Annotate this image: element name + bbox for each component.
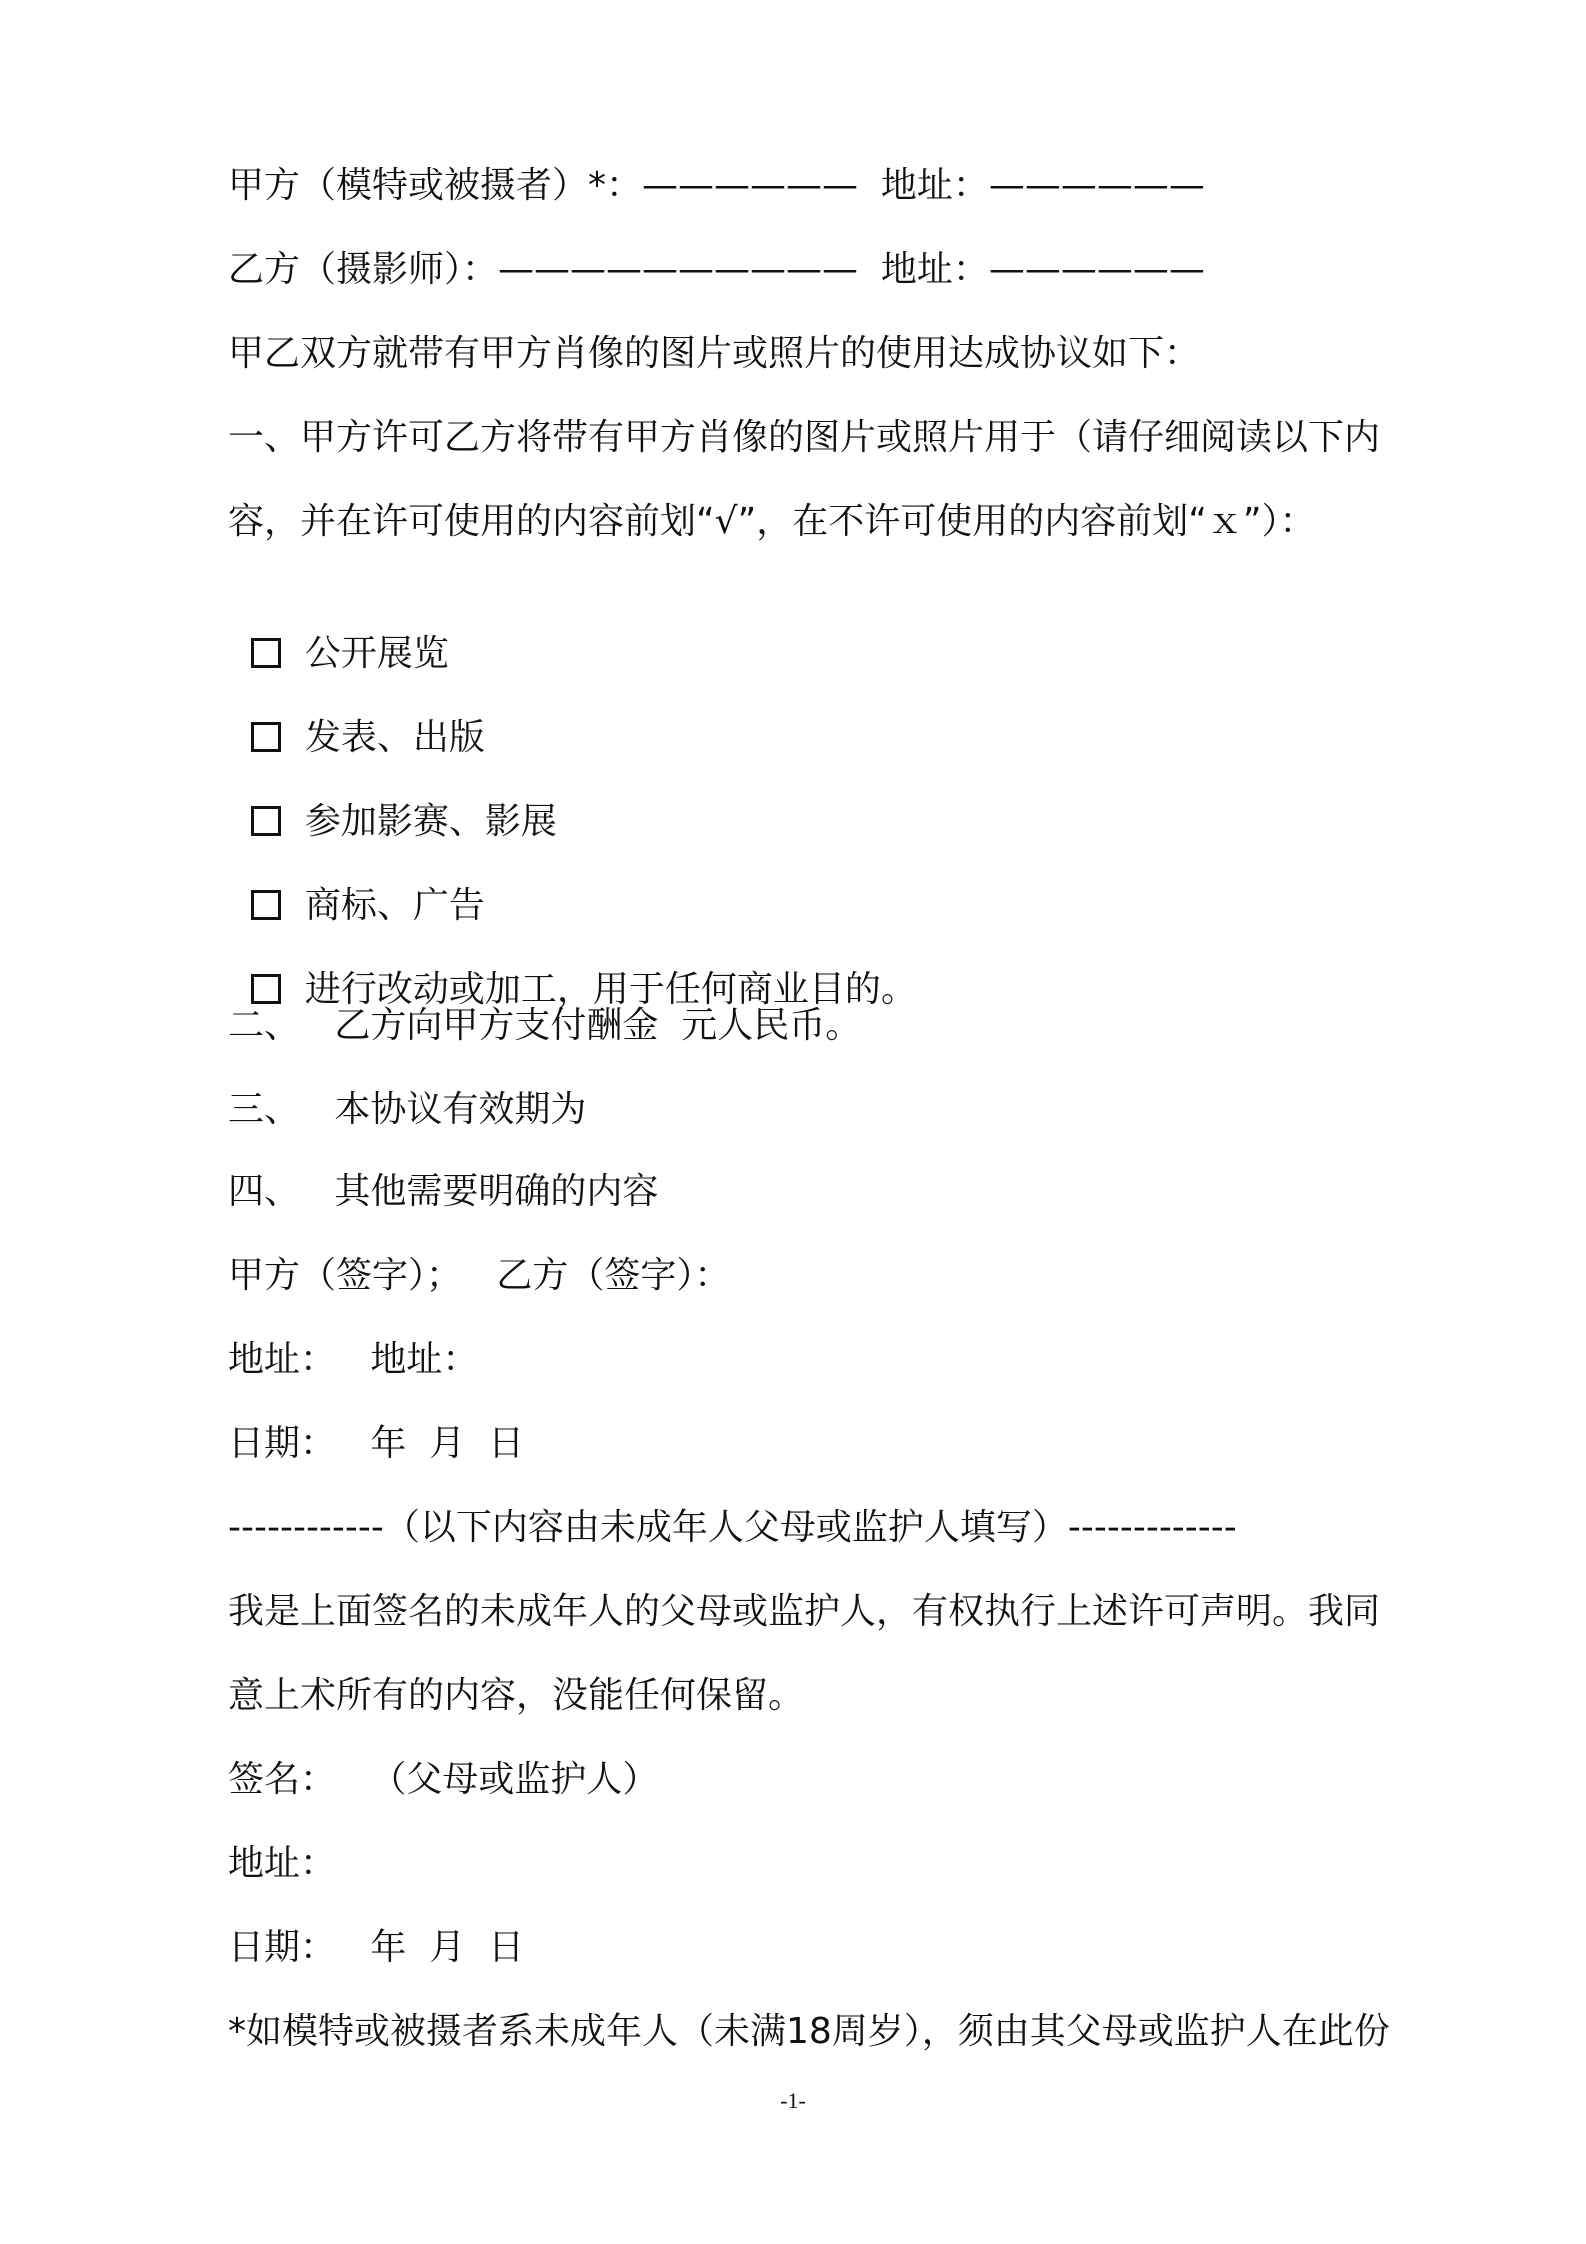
guardian-divider: ------------（以下内容由未成年人父母或监护人填写）------------- (228, 1507, 1237, 1548)
signature-line: 甲方（签字）； 乙方（签字）： (228, 1255, 731, 1296)
checkbox-icon[interactable] (251, 722, 281, 752)
checkbox-icon[interactable] (251, 974, 281, 1004)
address-line: 地址： 地址： (228, 1339, 479, 1380)
option-label: 公开展览 (304, 633, 449, 674)
option-competition[interactable] (228, 750, 557, 846)
guardian-address: 地址： (228, 1843, 337, 1884)
guardian-signature: 签名： （父母或监护人） (228, 1759, 659, 1800)
option-trademark-ad[interactable] (228, 834, 485, 930)
guardian-date: 日期： 年 月 日 (228, 1927, 525, 1968)
option-label: 商标、广告 (304, 885, 485, 926)
clause-1-line-1: 一、甲方许可乙方将带有甲方肖像的图片或照片用于（请仔细阅读以下内 (228, 417, 1381, 458)
clause-4: 四、 其他需要明确的内容 (228, 1171, 659, 1212)
option-commercial-modification[interactable] (228, 918, 917, 1014)
option-label: 发表、出版 (304, 717, 485, 758)
guardian-statement-line-2: 意上术所有的内容，没能任何保留。 (228, 1675, 805, 1716)
checkbox-icon[interactable] (251, 638, 281, 668)
clause-2: 二、 乙方向甲方支付酬金 元人民币。 (228, 1005, 862, 1046)
option-label: 进行改动或加工，用于任何商业目的。 (304, 969, 917, 1010)
page-number: -1- (780, 2088, 806, 2113)
checkbox-icon[interactable] (251, 890, 281, 920)
clause-3: 三、 本协议有效期为 (228, 1089, 587, 1130)
checkbox-icon[interactable] (251, 806, 281, 836)
party-b-line: 乙方（摄影师）：—————————— 地址：—————— (228, 249, 1205, 290)
option-publication[interactable] (228, 666, 485, 762)
clause-1-line-2: 容，并在许可使用的内容前划“√”，在不许可使用的内容前划“ｘ”）： (228, 501, 1316, 542)
party-a-line: 甲方（模特或被摄者）*：—————— 地址：—————— (228, 165, 1205, 206)
guardian-statement-line-1: 我是上面签名的未成年人的父母或监护人，有权执行上述许可声明。我同 (228, 1591, 1381, 1632)
option-label: 参加影赛、影展 (304, 801, 557, 842)
intro-text: 甲乙双方就带有甲方肖像的图片或照片的使用达成协议如下： (228, 333, 1201, 374)
date-line: 日期： 年 月 日 (228, 1423, 525, 1464)
footnote: *如模特或被摄者系未成年人（未满18周岁），须由其父母或监护人在此份 (228, 2011, 1390, 2052)
option-public-exhibition[interactable] (228, 582, 449, 678)
